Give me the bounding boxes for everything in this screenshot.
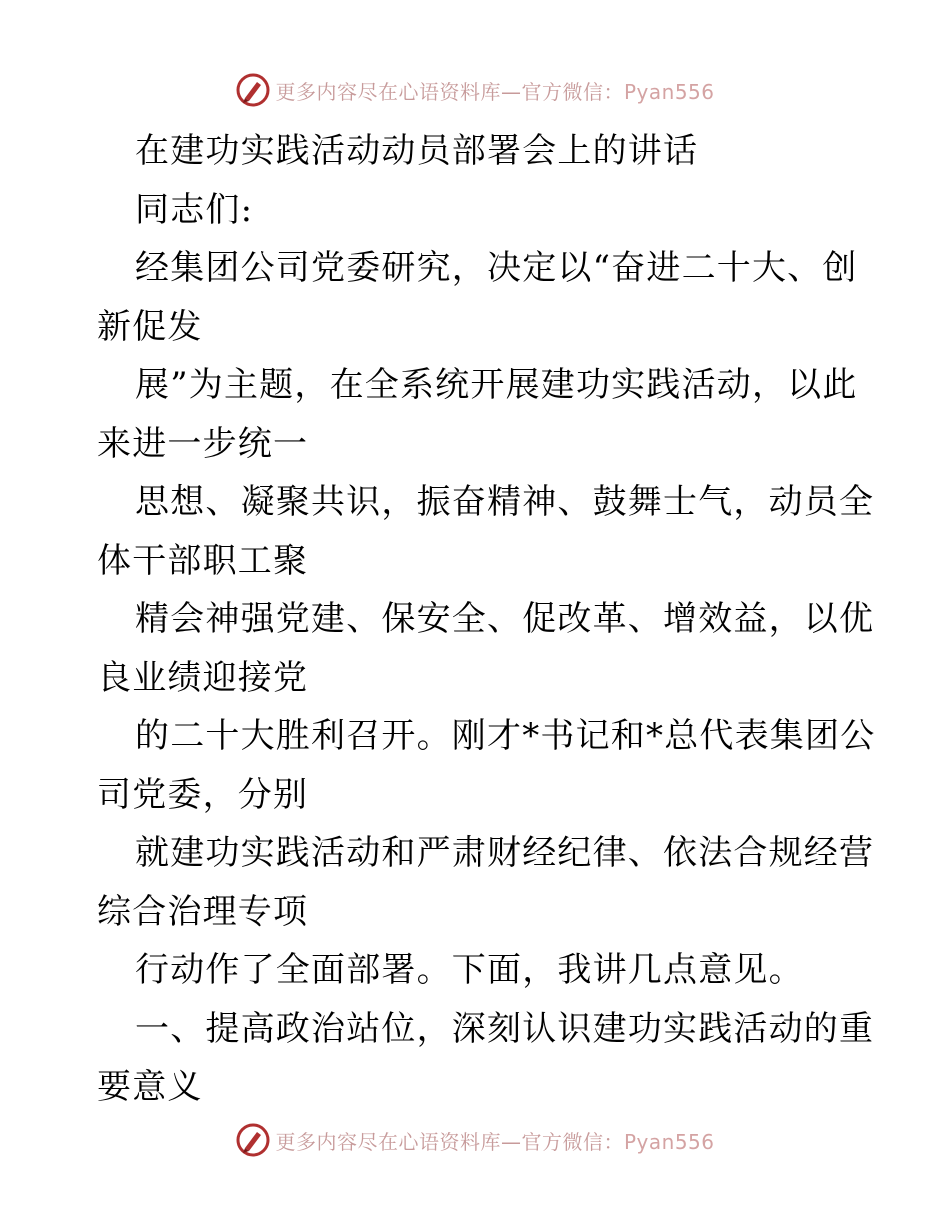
text-line: 要意义 <box>97 1067 203 1107</box>
watermark-text: 更多内容尽在心语资料库—官方微信：Pyan556 <box>275 1129 715 1154</box>
text-line: 在建功实践活动动员部署会上的讲话 <box>135 131 699 171</box>
text-line: 良业绩迎接党 <box>97 657 309 698</box>
text-line: 展”为主题，在全系统开展建功实践活动，以此 <box>135 365 858 405</box>
text-line: 的二十大胜利召开。刚才*书记和*总代表集团公 <box>135 716 876 756</box>
text-line: 一、提高政治站位，深刻认识建功实践活动的重 <box>135 1008 875 1049</box>
text-line: 新促发 <box>97 306 203 347</box>
text-line: 同志们: <box>135 189 254 230</box>
pen-circle-logo-icon <box>235 1122 271 1158</box>
text-line: 综合治理专项 <box>97 891 309 932</box>
text-line: 行动作了全面部署。下面，我讲几点意见。 <box>135 950 804 990</box>
text-line: 就建功实践活动和严肃财经纪律、依法合规经营 <box>135 833 875 873</box>
header-watermark <box>0 70 950 110</box>
document-body <box>97 122 876 1117</box>
footer-watermark <box>0 1120 950 1160</box>
text-line: 精会神强党建、保安全、促改革、增效益，以优 <box>135 599 875 639</box>
text-line: 经集团公司党委研究，决定以“奋进二十大、创 <box>135 248 858 288</box>
watermark-text: 更多内容尽在心语资料库—官方微信：Pyan556 <box>275 79 715 104</box>
text-line: 体干部职工聚 <box>97 540 309 581</box>
text-line: 来进一步统一 <box>97 423 309 464</box>
pen-circle-logo-icon <box>235 72 271 108</box>
text-line: 司党委，分别 <box>97 774 309 815</box>
text-line: 思想、凝聚共识，振奋精神、鼓舞士气，动员全 <box>135 482 875 522</box>
